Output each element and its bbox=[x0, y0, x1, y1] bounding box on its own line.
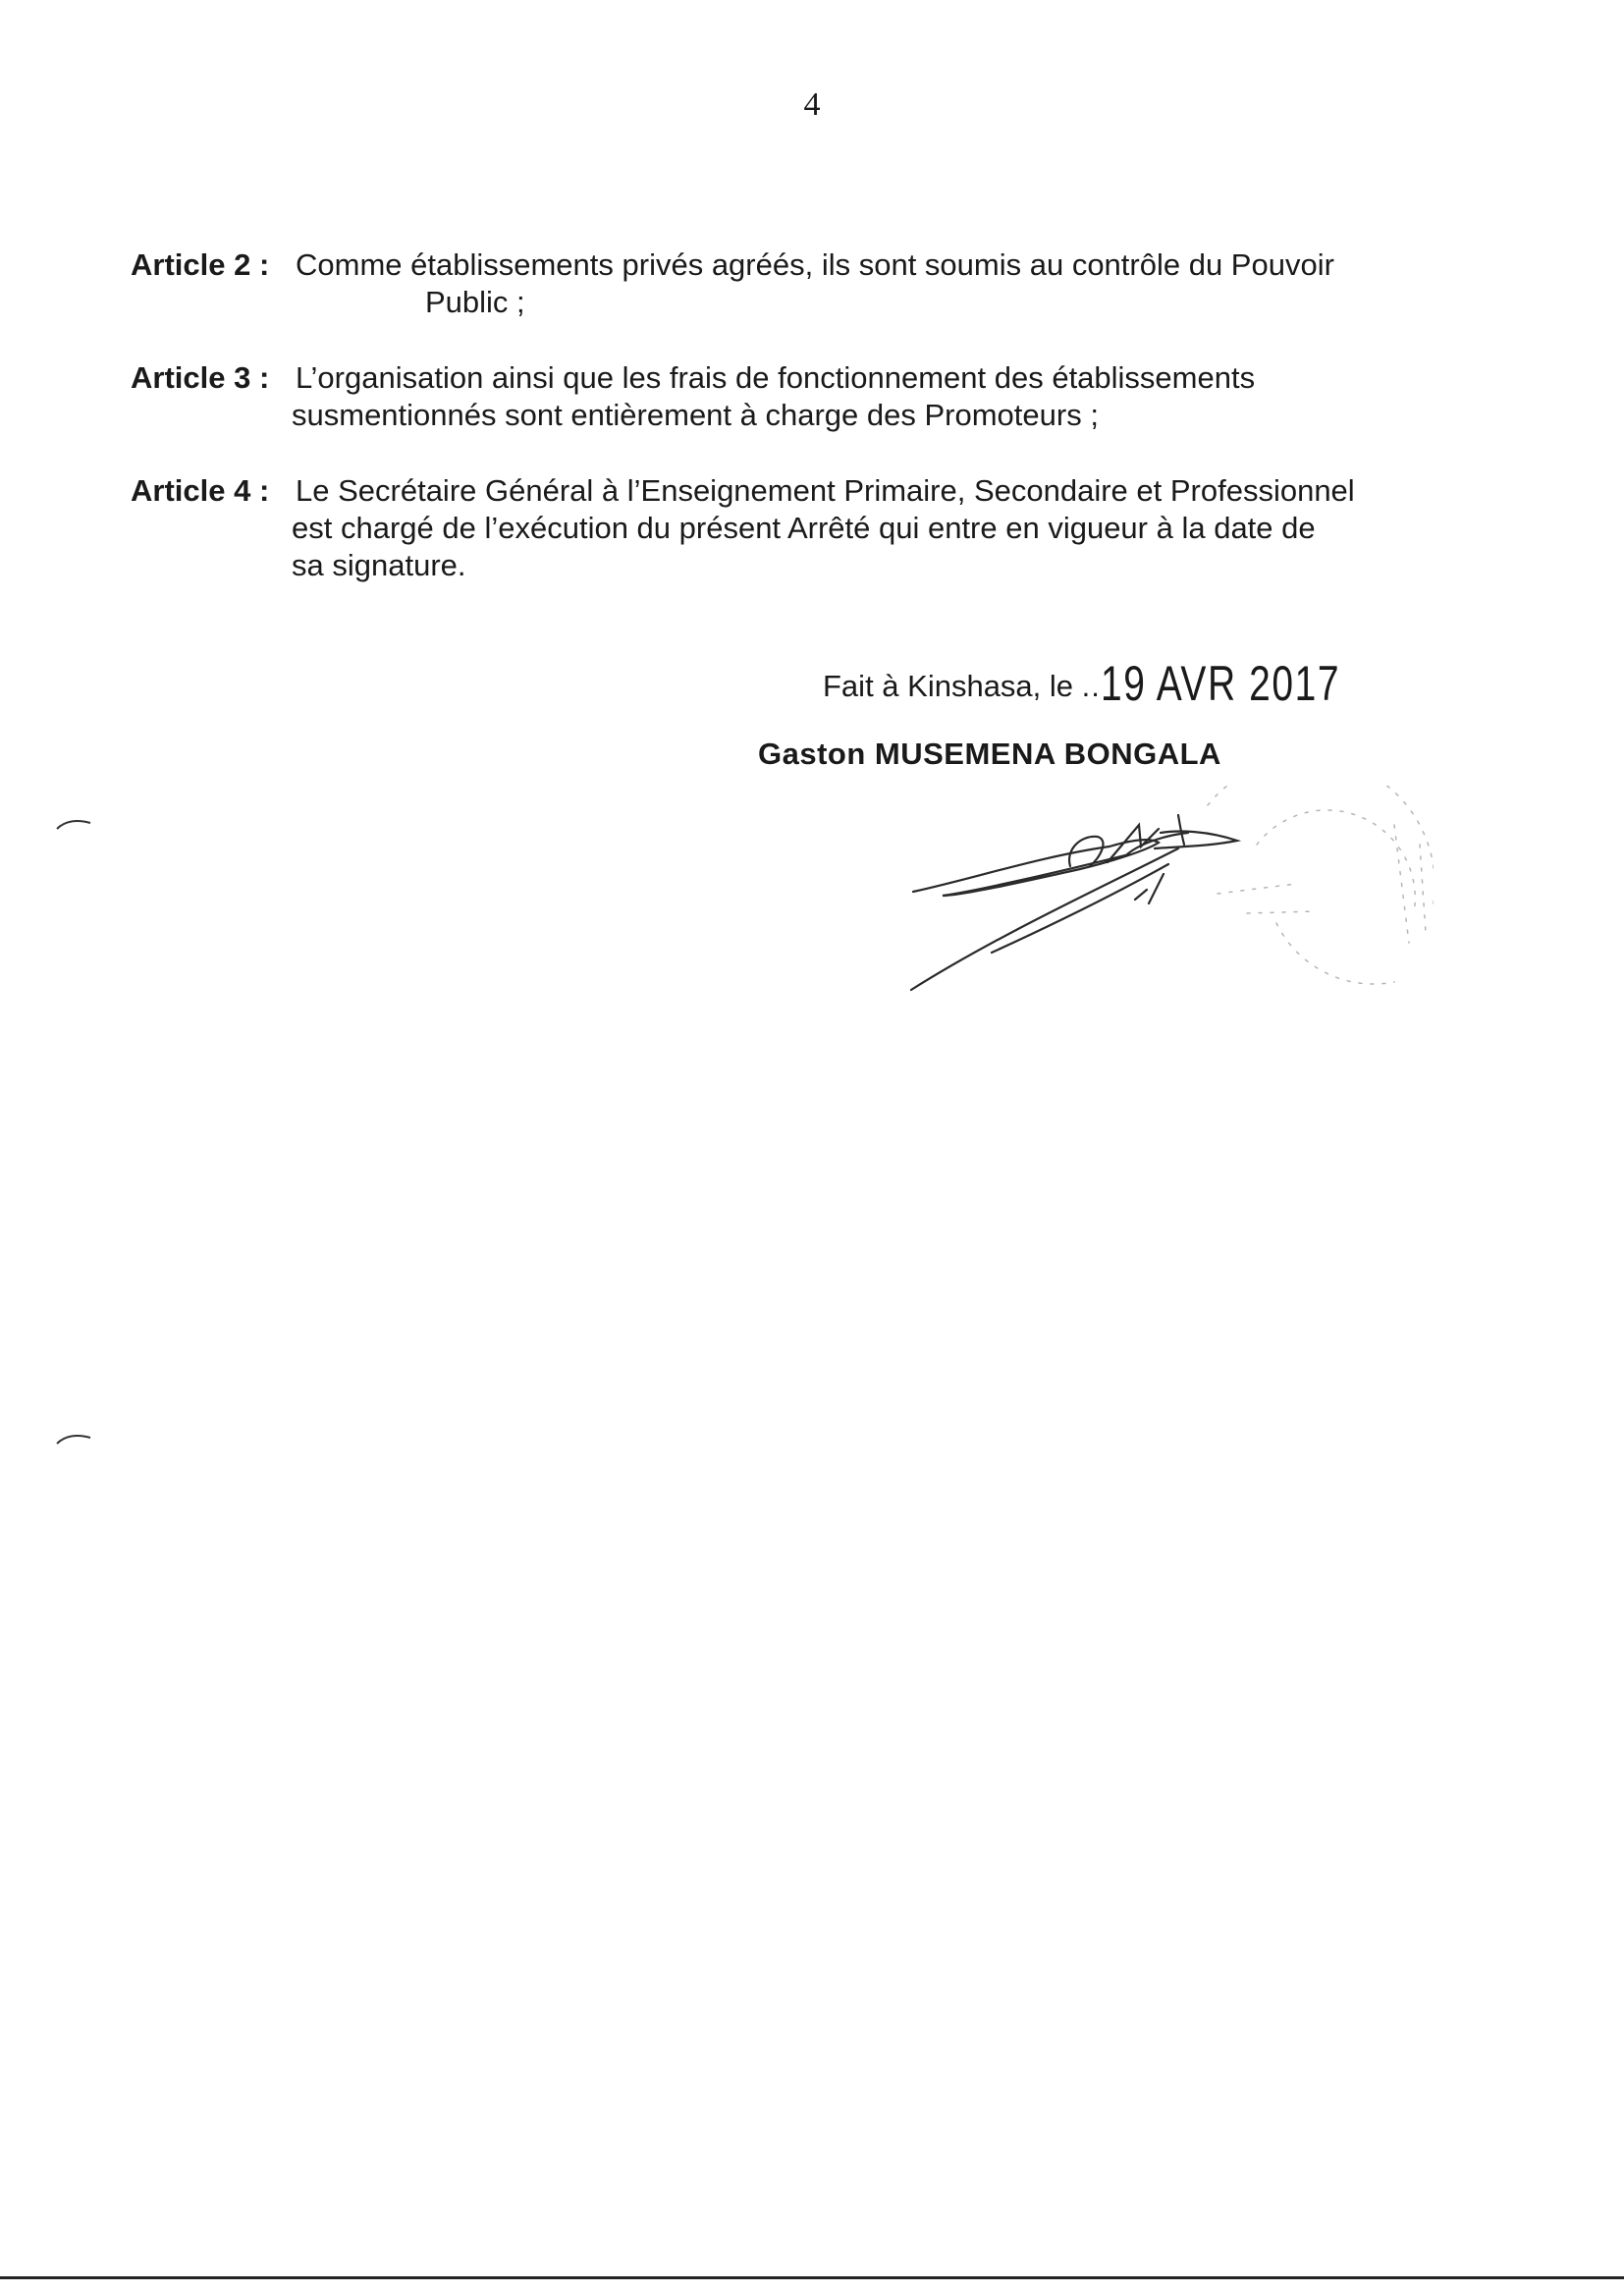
signature-block bbox=[884, 786, 1434, 1026]
article-3-line-1: L’organisation ainsi que les frais de fonctionnement des établissements bbox=[296, 360, 1256, 395]
article-4-label: Article 4 : bbox=[131, 473, 270, 508]
article-4-line-3: sa signature. bbox=[292, 548, 466, 582]
date-stamp: 19 AVR 2017 bbox=[1100, 656, 1340, 711]
date-dots-before: .. bbox=[1081, 669, 1101, 703]
article-3-label: Article 3 : bbox=[131, 360, 270, 395]
article-2-line-2: Public ; bbox=[425, 285, 525, 319]
article-3-line-2: susmentionnés sont entièrement à charge des Promoteurs ; bbox=[292, 398, 1099, 432]
margin-mark-icon bbox=[55, 1432, 94, 1446]
place-and-date bbox=[823, 655, 1408, 712]
handwritten-signature-icon bbox=[884, 786, 1434, 1021]
bottom-rule bbox=[0, 2276, 1624, 2279]
article-4-line-2: est chargé de l’exécution du présent Arrêté qui entre en vigueur à la date de bbox=[292, 511, 1316, 545]
signatory-name: Gaston MUSEMENA BONGALA bbox=[758, 737, 1221, 771]
place-prefix: Fait à Kinshasa, le bbox=[823, 669, 1082, 703]
margin-mark-icon bbox=[55, 817, 94, 831]
article-4-line-1: Le Secrétaire Général à l’Enseignement Primaire, Secondaire et Professionnel bbox=[296, 473, 1355, 508]
page-number: 4 bbox=[803, 86, 821, 123]
article-2-line-1: Comme établissements privés agréés, ils sont soumis au contrôle du Pouvoir bbox=[296, 247, 1334, 282]
article-2-label: Article 2 : bbox=[131, 247, 270, 282]
